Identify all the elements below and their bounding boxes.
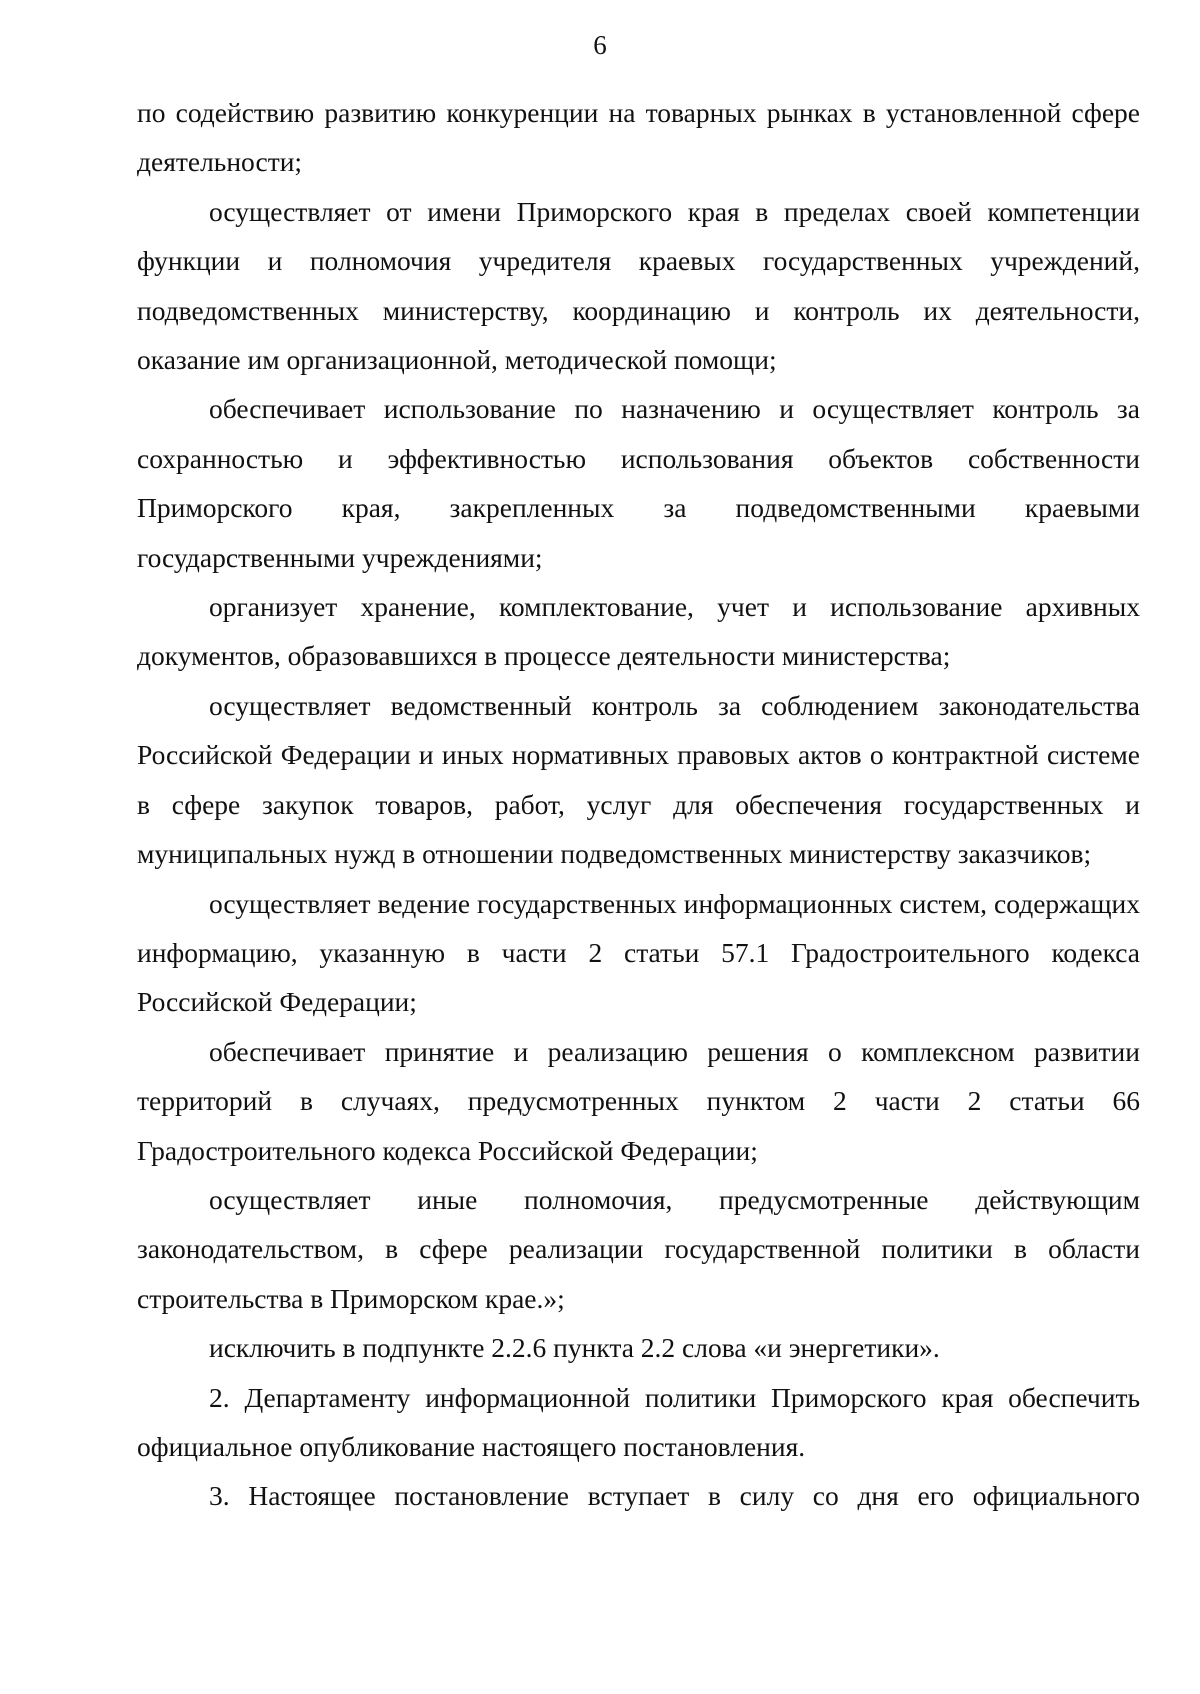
page-number: 6 bbox=[593, 30, 607, 60]
paragraph-competition: по содействию развитию конкуренции на товарных рынках в установленной сфере деятельности; bbox=[137, 97, 1140, 178]
paragraph-procurement-control: осуществляет ведомственный контроль за соблюдением законодательства Российской Федерации и иных нормативных правовых актов о контрактной системе в сфере закупок товаров, работ, услуг для обеспечения государственных и муниципальных нужд в отношении подведомственных министерству заказчиков; bbox=[137, 689, 1140, 870]
document-body bbox=[137, 88, 1140, 1521]
paragraph-clause-3: 3. Настоящее постановление вступает в силу со дня его официального bbox=[209, 1480, 1140, 1512]
paragraph-other-powers: осуществляет иные полномочия, предусмотренные действующим законодательством, в сфере реализации государственной политики в области строительства в Приморском крае.»; bbox=[137, 1183, 1140, 1314]
paragraph-exclude-words: исключить в подпункте 2.2.6 пункта 2.2 слова «и энергетики». bbox=[209, 1332, 940, 1364]
paragraph-territory-development: обеспечивает принятие и реализацию решения о комплексном развитии территорий в случаях, предусмотренных пунктом 2 части 2 статьи 66 Градостроительного кодекса Российской Федерации; bbox=[137, 1035, 1140, 1166]
paragraph-clause-2: 2. Департаменту информационной политики Приморского края обеспечить официальное опубликование настоящего постановления. bbox=[137, 1381, 1140, 1462]
paragraph-founder-functions: осуществляет от имени Приморского края в пределах своей компетенции функции и полномочия учредителя краевых государственных учреждений, подведомственных министерству, координацию и контроль их деятельности, оказание им организационной, методической помощи; bbox=[137, 195, 1140, 376]
paragraph-property-control: обеспечивает использование по назначению и осуществляет контроль за сохранностью и эффективностью использования объектов собственности Приморского края, закрепленных за подведомственными краевыми государственными учреждениями; bbox=[137, 393, 1140, 573]
paragraph-archives: организует хранение, комплектование, учет и использование архивных документов, образовавшихся в процессе деятельности министерства; bbox=[137, 591, 1140, 672]
paragraph-information-systems: осуществляет ведение государственных информационных систем, содержащих информацию, указанную в части 2 статьи 57.1 Градостроительного кодекса Российской Федерации; bbox=[137, 887, 1140, 1018]
